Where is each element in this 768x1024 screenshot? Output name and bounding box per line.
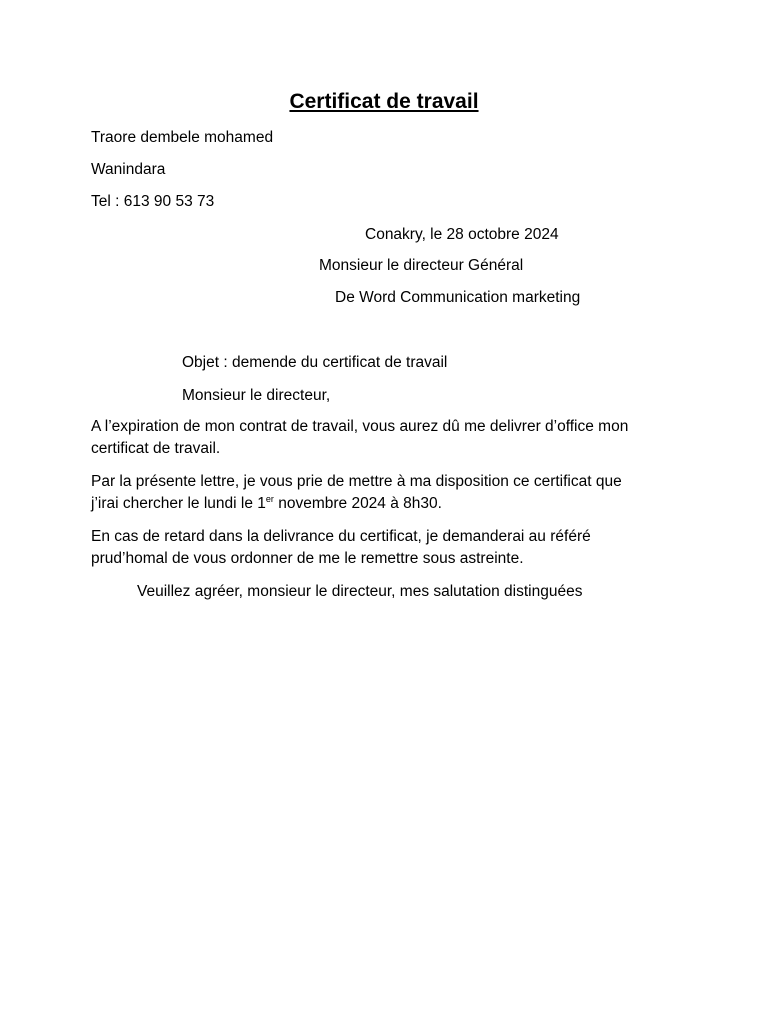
paragraph-2-line-2 — [91, 493, 442, 515]
closing-formula: Veuillez agréer, monsieur le directeur, mes salutation distinguées — [137, 583, 583, 600]
sender-name: Traore dembele mohamed — [91, 129, 274, 146]
sender-address: Wanindara — [91, 161, 166, 178]
paragraph-1-line-1: A l’expiration de mon contrat de travail, vous aurez dû me delivrer d’office mon — [91, 418, 629, 435]
paragraph-2-line-1: Par la présente lettre, je vous prie de mettre à ma disposition ce certificat que — [91, 473, 622, 490]
recipient-title: Monsieur le directeur Général — [319, 257, 524, 274]
paragraph-2-line-2-end: novembre 2024 à 8h30. — [273, 495, 442, 512]
sender-phone: Tel : 613 90 53 73 — [91, 193, 215, 210]
document-title: Certificat de travail — [289, 90, 479, 113]
place-date: Conakry, le 28 octobre 2024 — [365, 226, 559, 243]
letter-salutation: Monsieur le directeur, — [182, 387, 331, 404]
ordinal-suffix: er — [265, 493, 274, 504]
paragraph-3-line-2: prud’homal de vous ordonner de me le remettre sous astreinte. — [91, 550, 524, 567]
recipient-company: De Word Communication marketing — [335, 289, 581, 306]
letter-object: Objet : demende du certificat de travail — [182, 354, 448, 371]
paragraph-3-line-1: En cas de retard dans la delivrance du certificat, je demanderai au référé — [91, 528, 591, 545]
paragraph-1-line-2: certificat de travail. — [91, 440, 221, 457]
paragraph-2-line-2-start: j’irai chercher le lundi le 1 — [91, 495, 266, 512]
